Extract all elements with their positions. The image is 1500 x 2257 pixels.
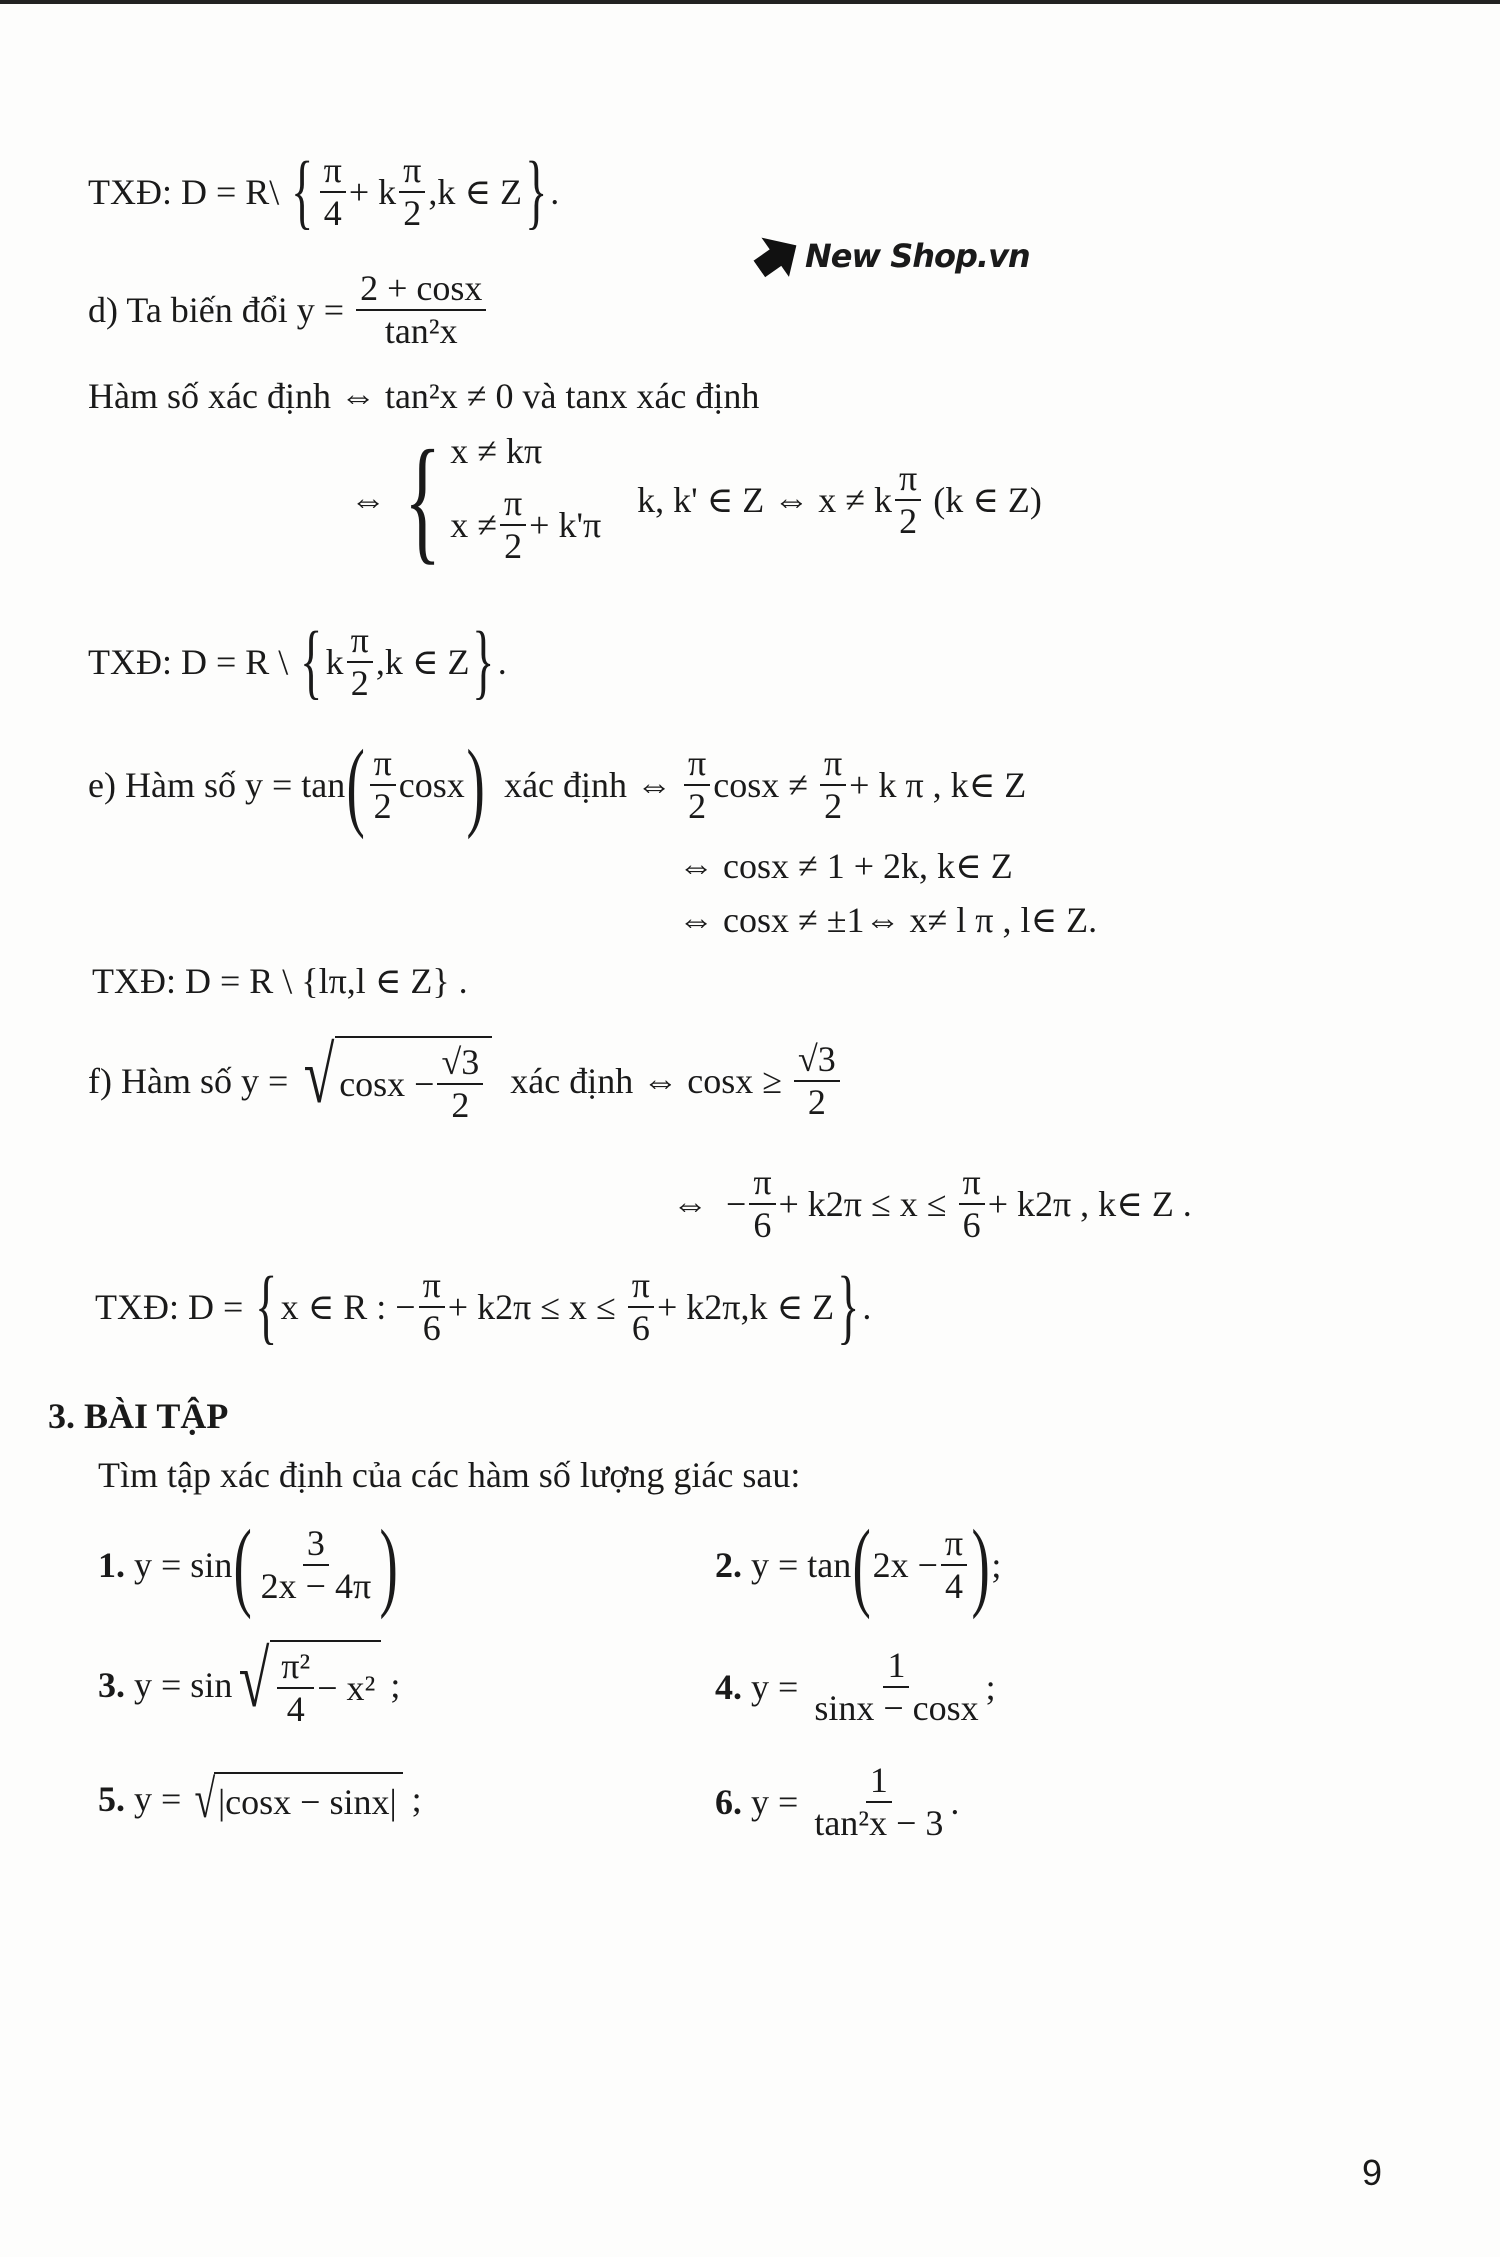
- d-mid: k, k' ∈ Z ⇔ x ≠ k: [637, 480, 893, 520]
- txd-d: [88, 615, 507, 709]
- den: 6: [631, 1308, 650, 1349]
- num: π: [370, 743, 396, 786]
- den: 2: [403, 193, 422, 234]
- exercise-2: 2. y = tan ( 2x − $\frac{\pi}{4}$ ) ;: [715, 1509, 1002, 1620]
- txd-c: [88, 145, 560, 239]
- row1: x ≠ kπ: [450, 430, 543, 471]
- frac-pi-4: [320, 150, 346, 235]
- num: 1: [866, 1760, 892, 1803]
- end: ;: [985, 1667, 996, 1708]
- brace-open: {: [300, 615, 323, 709]
- num: π: [941, 1523, 967, 1566]
- num: π: [347, 620, 373, 663]
- den: 6: [753, 1205, 772, 1246]
- row2b: + k'π: [529, 505, 602, 545]
- num: π: [500, 483, 526, 526]
- sqrt-f: √ cosx − $\frac{√3}{2}$: [297, 1036, 492, 1127]
- num: π: [959, 1162, 985, 1205]
- d-text: d) Ta biến đổi y =: [88, 290, 345, 331]
- ex-label: 4.: [715, 1667, 742, 1708]
- equiv: ⇔: [672, 1184, 708, 1225]
- end: ;: [390, 1665, 401, 1706]
- ex-text: y =: [751, 1667, 799, 1708]
- brace-open: {: [255, 1260, 278, 1354]
- txd-f: [95, 1260, 872, 1354]
- row2a: x ≠: [450, 505, 497, 545]
- den: tan²x − 3: [814, 1803, 944, 1844]
- num: π: [628, 1265, 654, 1308]
- e-line2: ⇔ cosx ≠ 1 + 2k, k∈ Z: [678, 846, 1013, 886]
- den: 6: [962, 1205, 981, 1246]
- den: 4: [286, 1689, 305, 1730]
- f-line2: [672, 1162, 1192, 1247]
- brace-close: }: [837, 1260, 860, 1354]
- ex-text: y = sin: [134, 1545, 233, 1585]
- ex-label: 2.: [715, 1545, 742, 1585]
- tail: + k2π , k∈ Z .: [987, 1184, 1192, 1225]
- den: 2: [373, 786, 392, 826]
- txd-mid: + k2π ≤ x ≤: [447, 1287, 616, 1328]
- plus-k: + k: [348, 172, 397, 213]
- num: π: [749, 1162, 775, 1205]
- txd-d-label: TXĐ: D = R \: [88, 642, 289, 683]
- ex-text: y = sin: [134, 1665, 233, 1706]
- txd-c-label: TXĐ: D = R\: [88, 172, 280, 213]
- num: π: [684, 743, 710, 786]
- ex-label: 5.: [98, 1779, 125, 1819]
- txd-x: x ∈ R : −: [280, 1287, 416, 1328]
- den: 2: [807, 1082, 826, 1123]
- brace-close: }: [472, 615, 495, 709]
- exercise-4: [715, 1645, 996, 1730]
- exercise-6: [715, 1760, 959, 1845]
- page-number: 9: [1362, 2152, 1383, 2193]
- d-tail: (k ∈ Z): [933, 480, 1042, 520]
- txd-tail: + k2π,k ∈ Z: [656, 1287, 835, 1328]
- num: √3: [437, 1042, 483, 1085]
- ex-text: y = tan: [751, 1545, 852, 1585]
- exercise-3: 3. y = sin √ $\frac{\text{π²}}{4}$ − x² ;: [98, 1636, 401, 1730]
- rest: − x²: [317, 1668, 376, 1709]
- num: π: [419, 1265, 445, 1308]
- minus: −: [726, 1184, 747, 1225]
- top-rule: [0, 0, 1500, 4]
- brace-close: }: [525, 145, 548, 239]
- section-heading: 3. BÀI TẬP: [48, 1396, 229, 1436]
- cosx-minus: cosx −: [339, 1064, 435, 1105]
- kz: ,k ∈ Z: [375, 642, 470, 683]
- den: 2: [688, 786, 707, 826]
- den: 2x − 4π: [260, 1566, 372, 1606]
- den: 2: [899, 501, 918, 541]
- dot: .: [497, 642, 507, 683]
- num: 1: [883, 1645, 909, 1688]
- brace-open: {: [404, 422, 442, 577]
- brace-open: {: [291, 145, 314, 239]
- den: 6: [422, 1308, 441, 1349]
- den: 2: [451, 1085, 470, 1126]
- num: π: [320, 150, 346, 193]
- f-line1: [88, 1032, 843, 1127]
- num: π: [895, 458, 921, 501]
- den: tan²x: [384, 311, 458, 352]
- ex-text: y =: [134, 1779, 182, 1819]
- end: .: [950, 1782, 960, 1823]
- xacdinh: xác định ⇔: [504, 765, 673, 805]
- k: k: [325, 642, 344, 683]
- den: sinx − cosx: [814, 1688, 979, 1729]
- den: 2: [350, 663, 369, 704]
- num: π: [820, 743, 846, 786]
- xacdinh: xác định ⇔ cosx ≥: [510, 1061, 782, 1102]
- f-text: f) Hàm số y =: [88, 1061, 289, 1102]
- logo-text: New Shop.vn: [805, 237, 1030, 275]
- d-system: [350, 422, 1042, 577]
- end: ;: [991, 1545, 1002, 1585]
- e-line1: e) Hàm số y = tan ( $\frac{\pi}{2}$ cosx ) xác định ⇔ $\frac{\pi}{2}$ cosx ≠ $\frac{\pi}{2}$ + k π , k∈ Z: [88, 729, 1027, 840]
- num: 2 + cosx: [356, 268, 486, 311]
- ex-text: y =: [751, 1782, 799, 1823]
- exercise-5: 5. y = √ |cosx − sinx| ;: [98, 1769, 422, 1829]
- end: ;: [411, 1779, 422, 1819]
- num: π: [399, 150, 425, 193]
- k-in-z: ,k ∈ Z: [428, 172, 522, 213]
- inner: 2x −: [872, 1545, 938, 1585]
- e-text: e) Hàm số y = tan: [88, 765, 346, 805]
- num: π²: [277, 1646, 314, 1689]
- e-line3: ⇔ cosx ≠ ±1⇔ x≠ l π , l∈ Z.: [678, 900, 1098, 940]
- num: √3: [794, 1039, 840, 1082]
- cosx-neq: cosx ≠: [713, 765, 808, 805]
- dot: .: [550, 172, 560, 213]
- ex-label: 6.: [715, 1782, 742, 1823]
- txd-e: TXĐ: D = R \ {lπ,l ∈ Z} .: [92, 961, 468, 1001]
- inner: |cosx − sinx|: [217, 1782, 397, 1822]
- ex-label: 1.: [98, 1545, 125, 1585]
- ex-label: 3.: [98, 1665, 125, 1706]
- newshop-logo: [755, 232, 1030, 280]
- arrow-icon: [745, 224, 809, 289]
- dot: .: [862, 1287, 872, 1328]
- d-line1: [88, 268, 489, 353]
- equiv: ⇔: [350, 480, 386, 520]
- den: 4: [945, 1566, 964, 1606]
- frac-d: [356, 268, 486, 353]
- mid: + k2π ≤ x ≤: [778, 1184, 947, 1225]
- frac-pi-2: [399, 150, 425, 235]
- num: 3: [303, 1523, 329, 1566]
- den: 4: [323, 193, 342, 234]
- txd-f-label: TXĐ: D =: [95, 1287, 244, 1328]
- d-line2: Hàm số xác định ⇔ tan²x ≠ 0 và tanx xác định: [88, 376, 760, 416]
- den: 2: [824, 786, 843, 826]
- exercise-1: 1. y = sin ( $\frac{3}{2x - 4\pi}$ ): [98, 1509, 398, 1620]
- plus-kpi: + k π , k∈ Z: [849, 765, 1027, 805]
- cosx: cosx: [398, 765, 465, 805]
- section-intro: Tìm tập xác định của các hàm số lượng giác sau:: [98, 1455, 801, 1495]
- den: 2: [504, 526, 523, 566]
